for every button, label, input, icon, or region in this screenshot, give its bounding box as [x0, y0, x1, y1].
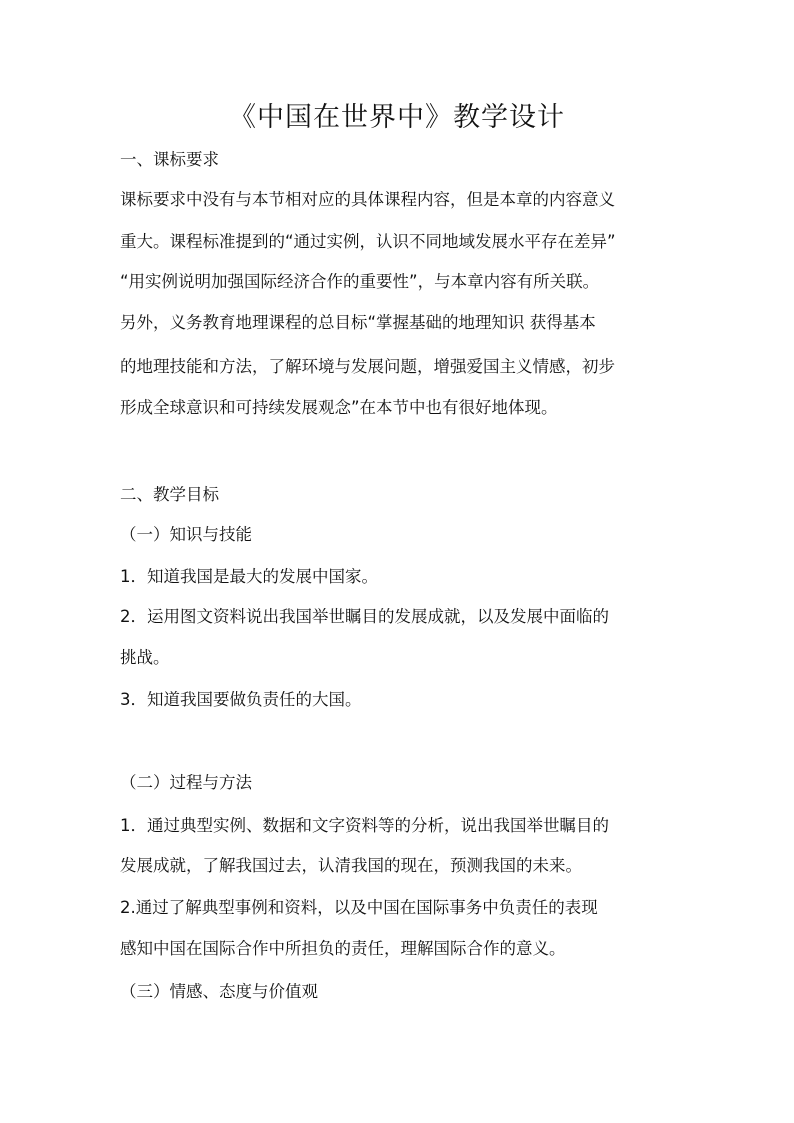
subsection-heading-knowledge: （一）知识与技能 [120, 525, 252, 544]
paragraph-line: 形成全球意识和可持续发展观念”在本节中也有很好地体现。 [120, 398, 558, 417]
document-title: 《中国在世界中》教学设计 [229, 102, 565, 133]
paragraph-line: 的地理技能和方法，了解环境与发展问题，增强爱国主义情感，初步 [120, 357, 615, 376]
paragraph-line: 课标要求中没有与本节相对应的具体课程内容，但是本章的内容意义 [120, 190, 615, 209]
section-heading-curriculum: 一、课标要求 [120, 150, 219, 169]
paragraph-line: 另外，义务教育地理课程的总目标“掌握基础的地理知识 获得基本 [120, 313, 596, 332]
list-item: 1．知道我国是最大的发展中国家。 [120, 567, 378, 586]
section-heading-objectives: 二、教学目标 [120, 485, 219, 504]
list-item: 1．通过典型实例、数据和文字资料等的分析，说出我国举世瞩目的 [120, 816, 609, 835]
paragraph-line: 重大。课程标准提到的“通过实例，认识不同地域发展水平存在差异” [120, 232, 616, 251]
list-item: 2.通过了解典型事例和资料，以及中国在国际事务中负责任的表现 [120, 898, 598, 917]
list-item: 3．知道我国要做负责任的大国。 [120, 690, 362, 709]
paragraph-line: “用实例说明加强国际经济合作的重要性”，与本章内容有所关联。 [120, 272, 600, 291]
list-item: 2．运用图文资料说出我国举世瞩目的发展成就，以及发展中面临的 [120, 607, 609, 626]
subsection-heading-values: （三）情感、态度与价值观 [120, 982, 318, 1001]
subsection-heading-process: （二）过程与方法 [120, 773, 252, 792]
list-item-continuation: 发展成就，了解我国过去，认清我国的现在，预测我国的未来。 [120, 856, 582, 875]
list-item-continuation: 挑战。 [120, 648, 170, 667]
list-item-continuation: 感知中国在国际合作中所担负的责任，理解国际合作的意义。 [120, 939, 566, 958]
